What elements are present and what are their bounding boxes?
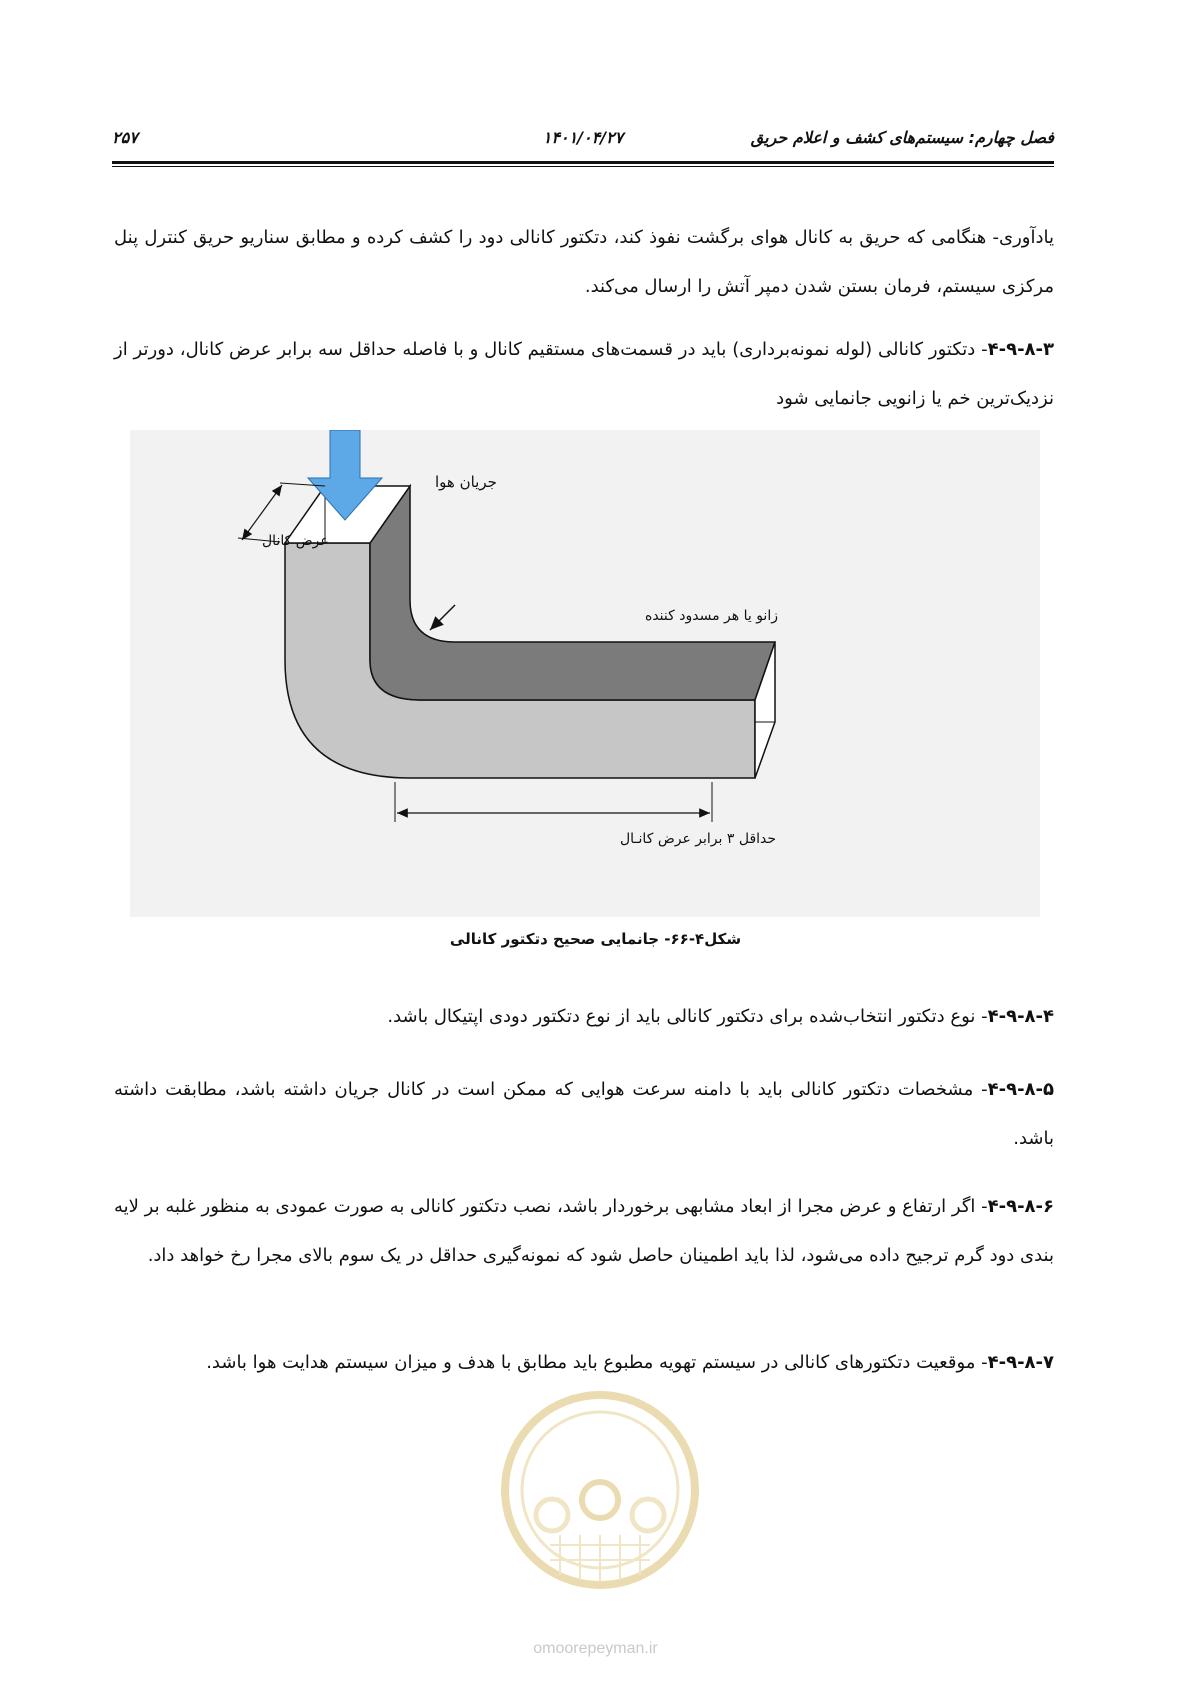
clause-number: ۴-۹-۸-۳ bbox=[987, 339, 1054, 360]
label-min-distance: حداقل ۳ برابر عرض کانـال bbox=[620, 831, 777, 847]
duct-detector-figure bbox=[130, 430, 1040, 917]
chapter-title: فصل چهارم: سیستم‌های کشف و اعلام حریق bbox=[750, 128, 1054, 147]
duct-side-face bbox=[370, 486, 775, 700]
page-number: ۲۵۷ bbox=[112, 128, 138, 147]
clause-paragraph bbox=[114, 325, 1054, 423]
paragraph-text: یادآوری- هنگامی که حریق به کانال هوای برگشت نفوذ کند، دتکتور کانالی دود را کشف کرده و مطابق سناریو حریق کنترل پنل مرکزی سیستم، فرمان بستن شدن دمپر آتش را ارسال می‌کند. bbox=[114, 227, 1054, 297]
header-date: ۱۴۰۱/۰۴/۲۷ bbox=[542, 128, 624, 147]
elbow-pointer bbox=[430, 605, 455, 630]
figure-caption: شکل۴-۶۶- جانمایی صحیح دتکتور کانالی bbox=[449, 930, 742, 948]
clause-number: ۴-۹-۸-۷ bbox=[987, 1352, 1054, 1373]
clause-paragraph bbox=[114, 992, 1054, 1041]
label-airflow: جریان هوا bbox=[435, 473, 497, 491]
paragraph-text: - اگر ارتفاع و عرض مجرا از ابعاد مشابهی برخوردار باشد، نصب دتکتور کانالی به صورت عمودی به منظور غلبه بر لایه بندی دود گرم ترجیح داده می‌شود، لذا باید اطمینان حاصل شود که نمونه‌گیری حداقل در یک سوم بالای مجرا رخ خواهد داد. bbox=[114, 1196, 1054, 1266]
label-duct-width: عرض کانال bbox=[262, 533, 329, 549]
label-elbow: زانو یا هر مسدود کننده bbox=[645, 608, 778, 624]
paragraph-text: - مشخصات دتکتور کانالی باید با دامنه سرعت هوایی که ممکن است در کانال جریان داشته باشد، مطابقت داشته باشد. bbox=[114, 1079, 1054, 1149]
paragraph-text: - موقعیت دتکتورهای کانالی در سیستم تهویه مطبوع باید مطابق با هدف و میزان سیستم هدایت هوا باشد. bbox=[206, 1352, 988, 1373]
header-rule-thick bbox=[112, 161, 1054, 164]
paragraph-text: - دتکتور کانالی (لوله نمونه‌برداری) باید در قسمت‌های مستقیم کانال و با فاصله حداقل سه برابر عرض کانال، دورتر از نزدیک‌ترین خم یا زانویی جانمایی شود bbox=[114, 339, 1054, 409]
duct-width-dimension bbox=[242, 485, 282, 540]
header-rule-thin bbox=[112, 166, 1054, 167]
page-header bbox=[112, 122, 1054, 158]
note-paragraph bbox=[114, 213, 1054, 311]
clause-number: ۴-۹-۸-۴ bbox=[987, 1006, 1054, 1027]
paragraph-text: - نوع دتکتور انتخاب‌شده برای دتکتور کانالی باید از نوع دتکتور دودی اپتیکال باشد. bbox=[387, 1006, 988, 1027]
watermark-logo bbox=[480, 1370, 720, 1630]
clause-number: ۴-۹-۸-۶ bbox=[987, 1196, 1054, 1217]
clause-paragraph bbox=[114, 1065, 1054, 1163]
watermark-url: omoorepeyman.ir bbox=[533, 1640, 658, 1657]
clause-number: ۴-۹-۸-۵ bbox=[987, 1079, 1054, 1100]
clause-paragraph bbox=[114, 1182, 1054, 1280]
